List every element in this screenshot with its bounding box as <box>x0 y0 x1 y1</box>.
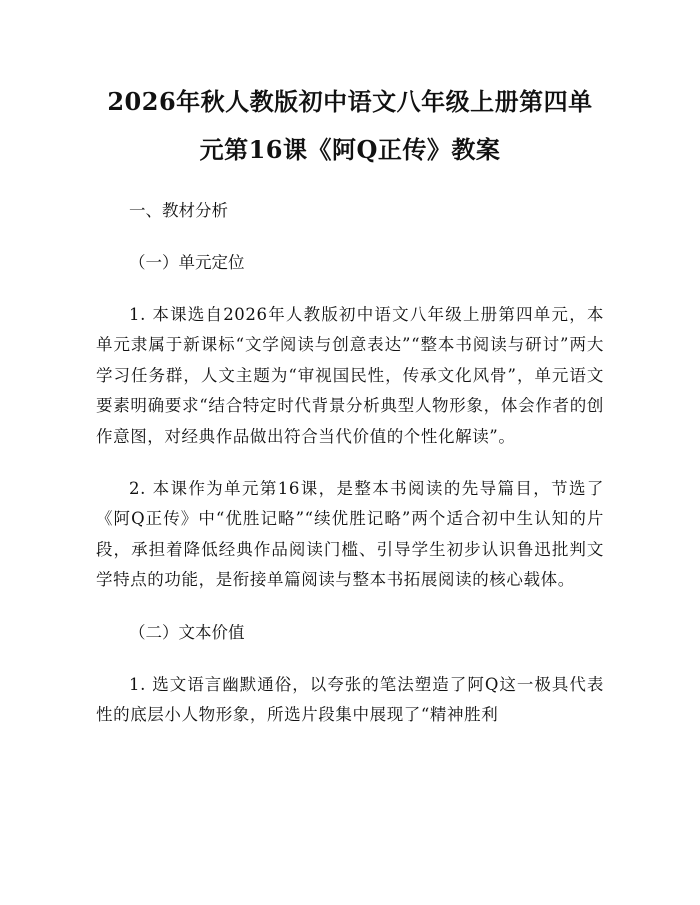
subsection-heading-unit-position: （一）单元定位 <box>129 253 245 272</box>
title-line-1: 2026年秋人教版初中语文八年级上册第四单 <box>107 87 593 116</box>
document-title <box>96 78 604 174</box>
paragraph-unit-position-2: 2. 本课作为单元第16课，是整本书阅读的先导篇目，节选了《阿Q正传》中“优胜记略”“续优胜记略”两个适合初中生认知的片段，承担着降低经典作品阅读门槛、引导学生初步认识鲁迅批判文学特点的功能，是衔接单篇阅读与整本书拓展阅读的核心载体。 <box>96 479 604 590</box>
paragraph-text-value-1: 1. 选文语言幽默通俗，以夸张的笔法塑造了阿Q这一极具代表性的底层小人物形象，所选片段集中展现了“精神胜利 <box>96 674 604 725</box>
section-heading-textbook-analysis: 一、教材分析 <box>129 201 228 220</box>
title-line-2: 元第16课《阿Q正传》教案 <box>199 135 501 164</box>
subsection-heading-text-value: （二）文本价值 <box>129 622 245 642</box>
paragraph-unit-position-1: 1. 本课选自2026年人教版初中语文八年级上册第四单元，本单元隶属于新课标“文学阅读与创意表达”“整本书阅读与研讨”两大学习任务群，人文主题为“审视国民性，传承文化风骨”，单元语文要素明确要求“结合特定时代背景分析典型人物形象，体会作者的创作意图，对经典作品做出符合当代价值的个性化解读”。 <box>96 305 604 446</box>
